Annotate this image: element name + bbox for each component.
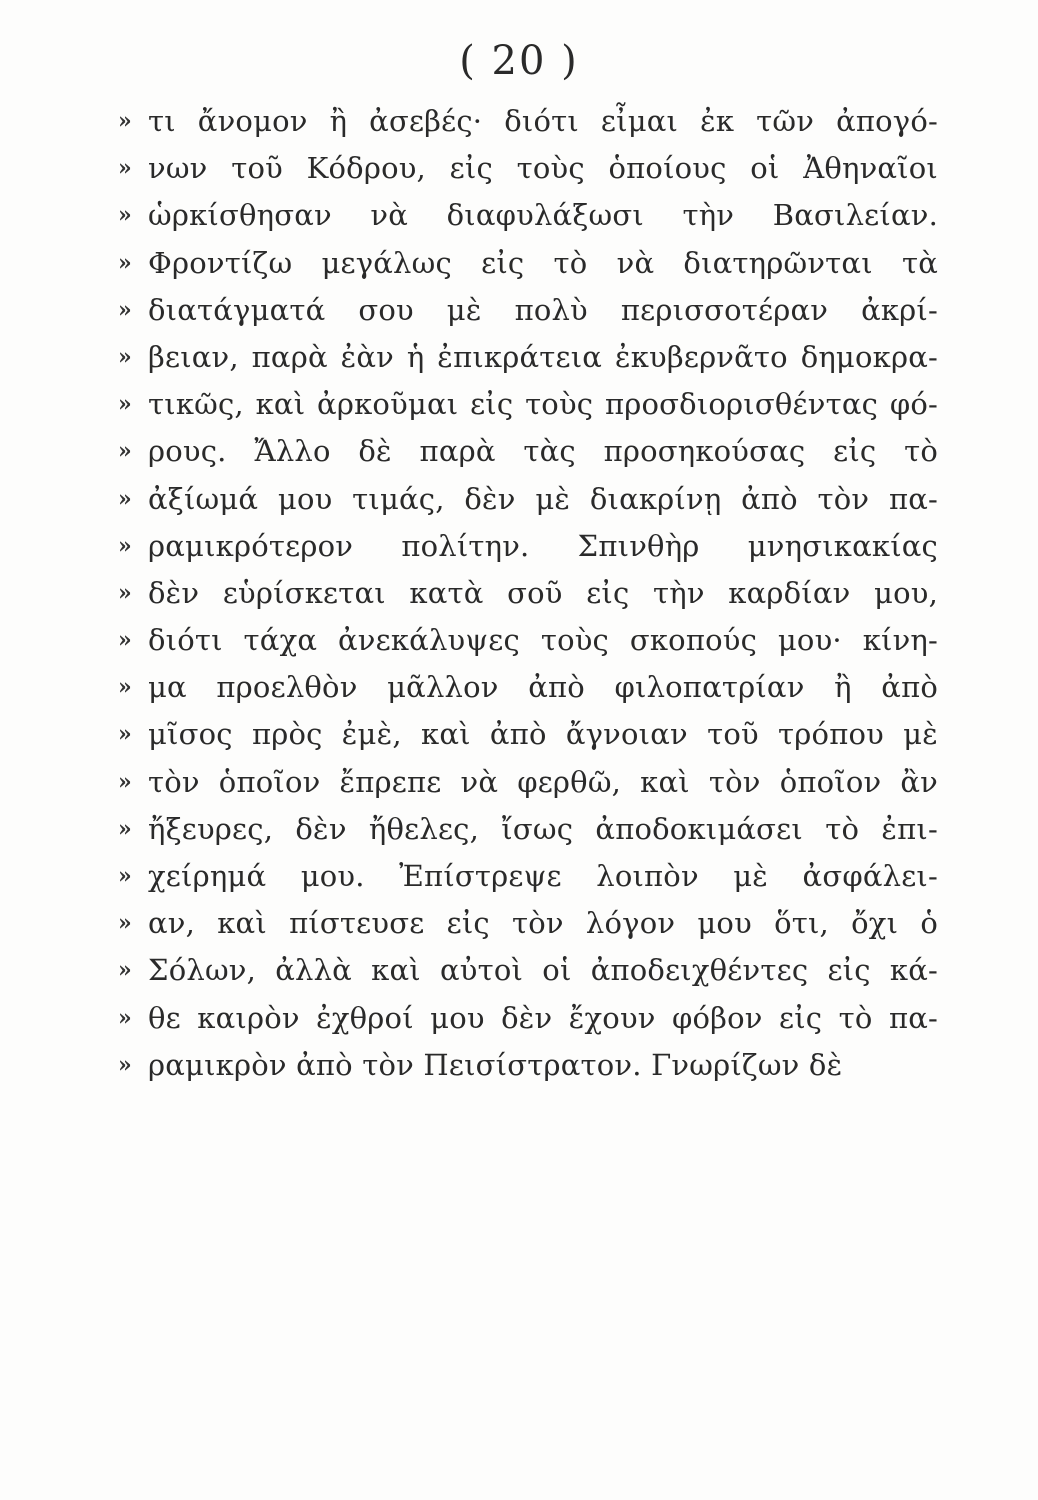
quotation-mark: » [118, 1051, 132, 1078]
text-line [118, 759, 938, 806]
line-text: αν, καὶ πίστευσε εἰς τὸν λόγον μου ὅτι, ὄχι ὁ [148, 906, 938, 941]
quotation-mark: » [118, 485, 132, 512]
text-line [118, 664, 938, 711]
line-text: τικῶς, καὶ ἀρκοῦμαι εἰς τοὺς προσδιορισθέντας φό- [148, 387, 938, 422]
quotation-mark: » [118, 815, 132, 842]
text-line [118, 711, 938, 758]
line-text: διατάγματά σου μὲ πολὺ περισσοτέραν ἀκρί- [148, 292, 938, 327]
text-line [118, 1042, 938, 1089]
body-text [118, 98, 938, 1089]
quotation-mark: » [118, 532, 132, 559]
line-text: βειαν, παρὰ ἐὰν ἡ ἐπικράτεια ἐκυβερνᾶτο δημοκρα- [148, 339, 938, 374]
quotation-mark: » [118, 438, 132, 465]
quotation-mark: » [118, 202, 132, 229]
quotation-mark: » [118, 627, 132, 654]
text-line [118, 145, 938, 192]
line-text: δὲν εὑρίσκεται κατὰ σοῦ εἰς τὴν καρδίαν μου, [148, 575, 938, 610]
quotation-mark: » [118, 155, 132, 182]
text-line [118, 853, 938, 900]
quotation-mark: » [118, 674, 132, 701]
text-line [118, 240, 938, 287]
quotation-mark: » [118, 579, 132, 606]
page-number: ( 20 ) [459, 38, 579, 84]
line-text: μα προελθὸν μᾶλλον ἀπὸ φιλοπατρίαν ἢ ἀπὸ [148, 670, 938, 705]
line-text: ἀξίωμά μου τιμάς, δὲν μὲ διακρίνῃ ἀπὸ τὸν πα- [148, 481, 938, 516]
line-text: ραμικρὸν ἀπὸ τὸν Πεισίστρατον. Γνωρίζων δὲ [148, 1047, 843, 1082]
text-line [118, 98, 938, 145]
quotation-mark: » [118, 249, 132, 276]
quotation-mark: » [118, 343, 132, 370]
quotation-mark: » [118, 957, 132, 984]
text-line [118, 428, 938, 475]
quotation-mark: » [118, 768, 132, 795]
text-line [118, 900, 938, 947]
text-line [118, 476, 938, 523]
line-text: μῖσος πρὸς ἐμὲ, καὶ ἀπὸ ἄγνοιαν τοῦ τρόπου μὲ [148, 717, 938, 752]
text-line [118, 192, 938, 239]
text-line [118, 381, 938, 428]
line-text: χείρημά μου. Ἐπίστρεψε λοιπὸν μὲ ἀσφάλει- [148, 859, 938, 893]
text-line [118, 617, 938, 664]
line-text: ὡρκίσθησαν νὰ διαφυλάξωσι τὴν Βασιλείαν. [148, 198, 938, 233]
line-text: Σόλων, ἀλλὰ καὶ αὐτοὶ οἱ ἀποδειχθέντες εἰς κά- [148, 953, 938, 988]
text-line [118, 570, 938, 617]
text-line [118, 334, 938, 381]
line-text: τὸν ὁποῖον ἔπρεπε νὰ φερθῶ, καὶ τὸν ὁποῖον ἂν [148, 764, 938, 799]
text-line [118, 287, 938, 334]
line-text: ἤξευρες, δὲν ἤθελες, ἴσως ἀποδοκιμάσει τὸ ἐπι- [148, 811, 938, 846]
text-line [118, 947, 938, 994]
quotation-mark: » [118, 721, 132, 748]
line-text: διότι τάχα ἀνεκάλυψες τοὺς σκοπούς μου· κίνη- [148, 623, 938, 658]
quotation-mark: » [118, 391, 132, 418]
line-text: θε καιρὸν ἐχθροί μου δὲν ἔχουν φόβον εἰς τὸ πα- [148, 1000, 938, 1035]
line-text: Φροντίζω μεγάλως εἰς τὸ νὰ διατηρῶνται τὰ [148, 245, 938, 280]
line-text: νων τοῦ Κόδρου, εἰς τοὺς ὁποίους οἱ Ἀθηναῖοι [148, 151, 938, 186]
line-text: ρους. Ἄλλο δὲ παρὰ τὰς προσηκούσας εἰς τὸ [148, 434, 938, 469]
text-line [118, 995, 938, 1042]
quotation-mark: » [118, 296, 132, 323]
line-text: τι ἄνομον ἢ ἀσεβές· διότι εἶμαι ἐκ τῶν ἀπογό- [148, 104, 938, 138]
quotation-mark: » [118, 108, 132, 134]
text-line [118, 523, 938, 570]
line-text: ραμικρότερον πολίτην. Σπινθὴρ μνησικακίας [148, 528, 938, 563]
quotation-mark: » [118, 910, 132, 937]
text-line [118, 806, 938, 853]
quotation-mark: » [118, 863, 132, 889]
quotation-mark: » [118, 1004, 132, 1031]
